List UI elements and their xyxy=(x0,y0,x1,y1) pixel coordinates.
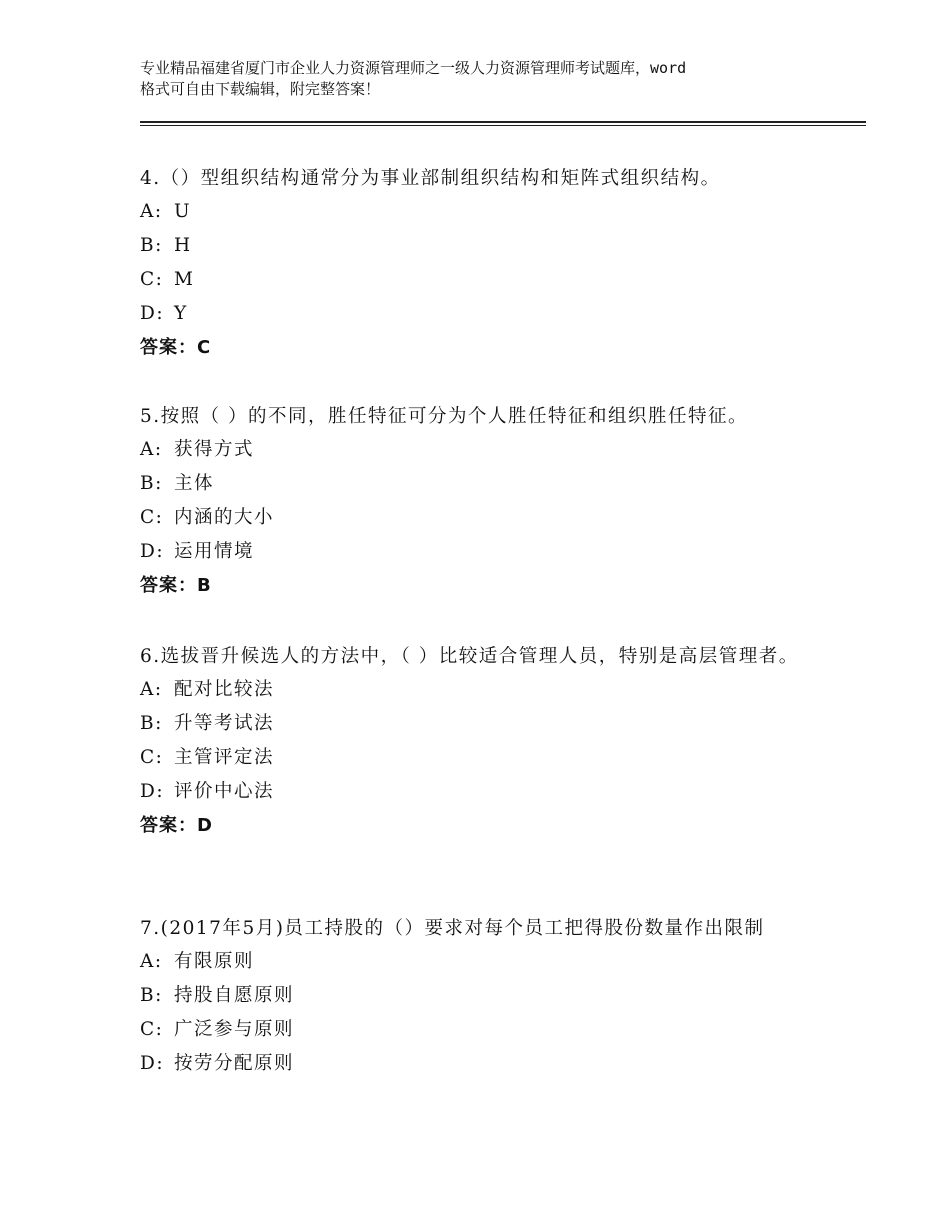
option-key: A: xyxy=(140,439,163,460)
option-text: 内涵的大小 xyxy=(174,507,275,528)
option-a xyxy=(140,945,820,979)
option-text: 升等考试法 xyxy=(174,713,275,734)
answer-label: 答案：C xyxy=(140,337,212,358)
option-b xyxy=(140,979,820,1013)
answer-label: 答案：D xyxy=(140,815,213,836)
option-key: C: xyxy=(140,747,164,768)
option-key: D: xyxy=(140,781,165,802)
question-stem: 4.（）型组织结构通常分为事业部制组织结构和矩阵式组织结构。 xyxy=(140,168,721,189)
option-d xyxy=(140,775,820,809)
option-key: A: xyxy=(140,951,163,972)
option-key: A: xyxy=(140,201,163,222)
option-key: A: xyxy=(140,679,163,700)
option-c xyxy=(140,741,820,775)
option-text: 主管评定法 xyxy=(174,747,275,768)
option-text: M xyxy=(174,269,195,290)
option-text: 持股自愿原则 xyxy=(174,985,295,1006)
option-key: B: xyxy=(140,713,163,734)
option-key: C: xyxy=(140,269,164,290)
option-a xyxy=(140,673,820,707)
option-key: C: xyxy=(140,507,164,528)
option-text: Y xyxy=(174,303,188,324)
option-d xyxy=(140,297,820,331)
option-text: H xyxy=(174,235,192,256)
question-stem: 5.按照（ ）的不同，胜任特征可分为个人胜任特征和组织胜任特征。 xyxy=(140,406,749,427)
option-text: 广泛参与原则 xyxy=(174,1019,295,1040)
question-6 xyxy=(140,640,820,843)
question-4 xyxy=(140,162,820,365)
document-header xyxy=(140,58,840,100)
option-text: 有限原则 xyxy=(174,951,255,972)
option-key: D: xyxy=(140,303,165,324)
header-divider-thick xyxy=(140,121,866,123)
option-key: B: xyxy=(140,985,163,1006)
option-list xyxy=(140,945,820,1081)
option-a xyxy=(140,195,820,229)
question-7 xyxy=(140,912,820,1081)
option-key: D: xyxy=(140,541,165,562)
option-text: 评价中心法 xyxy=(174,781,275,802)
option-b xyxy=(140,467,820,501)
question-stem: 6.选拔晋升候选人的方法中，（ ）比较适合管理人员，特别是高层管理者。 xyxy=(140,646,799,667)
header-line-2: 格式可自由下载编辑，附完整答案！ xyxy=(140,80,381,98)
option-key: B: xyxy=(140,473,163,494)
option-key: B: xyxy=(140,235,163,256)
option-list xyxy=(140,433,820,569)
option-text: 按劳分配原则 xyxy=(174,1053,295,1074)
option-text: 主体 xyxy=(174,473,215,494)
option-c xyxy=(140,263,820,297)
option-key: C: xyxy=(140,1019,164,1040)
option-text: 运用情境 xyxy=(174,541,255,562)
option-a xyxy=(140,433,820,467)
answer-label: 答案：B xyxy=(140,575,212,596)
option-text: 配对比较法 xyxy=(174,679,275,700)
option-d xyxy=(140,535,820,569)
option-key: D: xyxy=(140,1053,165,1074)
option-b xyxy=(140,229,820,263)
option-c xyxy=(140,501,820,535)
question-5 xyxy=(140,400,820,603)
header-line-1: 专业精品福建省厦门市企业人力资源管理师之一级人力资源管理师考试题库，word xyxy=(140,59,687,77)
option-d xyxy=(140,1047,820,1081)
header-divider-thin xyxy=(140,125,866,126)
option-text: U xyxy=(174,201,192,222)
question-stem: 7.(2017年5月)员工持股的（）要求对每个员工把得股份数量作出限制 xyxy=(140,918,765,939)
option-text: 获得方式 xyxy=(174,439,255,460)
option-list xyxy=(140,195,820,331)
option-b xyxy=(140,707,820,741)
option-c xyxy=(140,1013,820,1047)
option-list xyxy=(140,673,820,809)
